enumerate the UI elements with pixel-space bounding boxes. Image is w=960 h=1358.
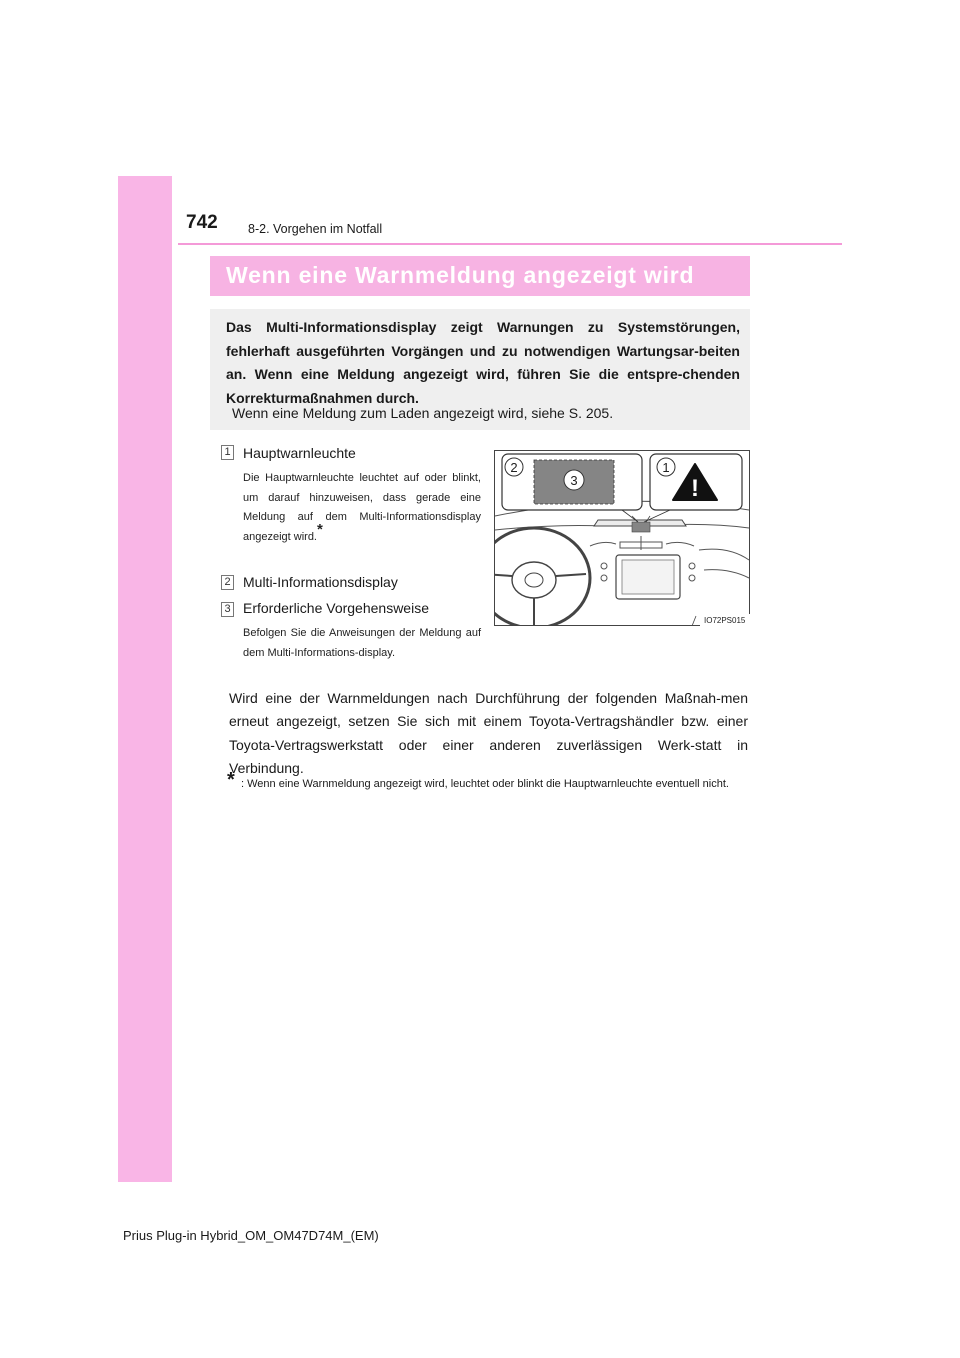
charging-note: Wenn eine Meldung zum Laden angezeigt wird, siehe S. 205.	[232, 405, 614, 421]
dealer-contact-paragraph: Wird eine der Warnmeldungen nach Durchführung der folgenden Maßnah-men erneut angezeigt, setzen Sie sich mit einem Toyota-Vertragshändler bzw. einer Toyota-Vertragswerkstatt oder einer anderen zuverlässigen Werk-statt in Verbindung.	[229, 690, 748, 776]
footnote-text: : Wenn eine Warnmeldung angezeigt wird, leuchtet oder blinkt die Hauptwarnleuchte eventuell nicht.	[241, 778, 729, 790]
footnote-asterisk: *	[227, 769, 235, 791]
side-margin-strip	[118, 176, 172, 1182]
intro-text: Das Multi-Informationsdisplay zeigt Warnungen zu Systemstörungen, fehlerhaft ausgeführten Vorgängen und zu notwendigen Wartungsar-beiten an. Wenn eine Meldung angezeigt wird, führen Sie die entspre-chenden Korrekturmaßnahmen durch.	[226, 319, 740, 406]
asterisk-marker: *	[317, 520, 323, 538]
item-number-badge: 3	[221, 602, 234, 617]
item-number-badge: 1	[221, 445, 234, 460]
callout-number-2: 2	[510, 460, 518, 475]
item-description-required-action: Befolgen Sie die Anweisungen der Meldung auf dem Multi-Informations-display.	[243, 627, 481, 659]
item-description-master-warning	[243, 469, 481, 547]
footnote	[227, 769, 750, 793]
figure-code: IO72PS015	[704, 616, 746, 625]
section-heading: 8-2. Vorgehen im Notfall	[248, 222, 383, 236]
header-divider	[178, 243, 842, 245]
callout-number-3: 3	[570, 473, 578, 488]
intro-box	[210, 309, 750, 430]
item-number-badge: 2	[221, 575, 234, 590]
page-title: Wenn eine Warnmeldung angezeigt wird	[226, 262, 695, 288]
title-bar	[210, 256, 750, 296]
page-number: 742	[186, 212, 218, 233]
footer-document-id: Prius Plug-in Hybrid_OM_OM47D74M_(EM)	[123, 1228, 379, 1243]
item-label-required-action: Erforderliche Vorgehensweise	[243, 600, 429, 616]
item-description-text: Die Hauptwarnleuchte leuchtet auf oder blinkt, um darauf hinzuweisen, dass gerade eine Meldung auf dem Multi-Informationsdisplay angezeigt wird.	[243, 472, 481, 543]
callout-number-1: 1	[662, 460, 670, 475]
dashboard-illustration	[494, 450, 750, 626]
item-label-master-warning: Hauptwarnleuchte	[243, 445, 356, 461]
item-label-multi-info-display: Multi-Informationsdisplay	[243, 574, 398, 590]
warning-exclamation: !	[691, 475, 699, 502]
display-location	[632, 522, 650, 532]
